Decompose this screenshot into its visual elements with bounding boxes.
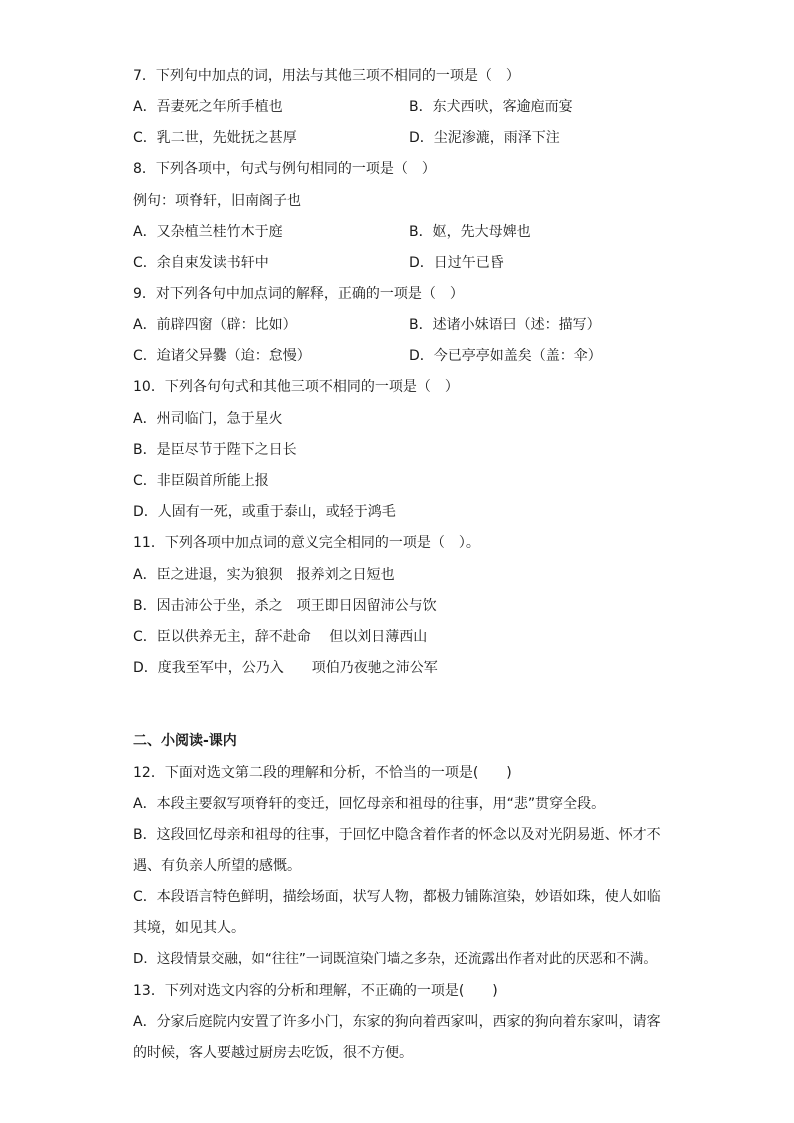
q9-option-b: B．述诸小妹语曰（述：描写）: [409, 317, 601, 333]
q12-option-a: A．本段主要叙写项脊轩的变迁，回忆母亲和祖母的往事，用“悲”贯穿全段。: [133, 796, 606, 812]
q13-option-a-line1: A．分家后庭院内安置了许多小门，东家的狗向着西家叫，西家的狗向着东家叫，请客: [133, 1014, 661, 1030]
q12-option-c-line2: 其境，如见其人。: [133, 920, 245, 936]
q12-option-c-line1: C．本段语言特色鲜明，描绘场面，状写人物，都极力铺陈渲染，妙语如珠，使人如临: [133, 889, 661, 905]
q12-option-d: D．这段情景交融，如“往往”一词既渲染门墙之多杂，还流露出作者对此的厌恶和不满。: [133, 951, 657, 967]
q9-option-c: C．迨诸父异爨（迨：怠慢）: [133, 348, 311, 364]
q11-option-b: B．因击沛公于坐，杀之 项王即日因留沛公与饮: [133, 598, 437, 614]
q10-option-a: A．州司临门，急于星火: [133, 411, 283, 427]
q9-option-a: A．前辟四窗（辟：比如）: [133, 317, 297, 333]
q9-option-d: D．今已亭亭如盖矣（盖：伞）: [409, 348, 602, 364]
q10-option-d: D．人固有一死，或重于泰山，或轻于鸿毛: [133, 504, 396, 520]
q9-stem: 9．对下列各句中加点词的解释，正确的一项是（ ）: [133, 286, 464, 302]
q8-option-c: C．余自束发读书轩中: [133, 255, 269, 271]
q7-option-a: A．吾妻死之年所手植也: [133, 99, 283, 115]
section-heading: 二、小阅读-课内: [133, 733, 237, 749]
q8-options-row2: [133, 252, 673, 274]
q8-option-a: A．又杂植兰桂竹木于庭: [133, 224, 283, 240]
q8-option-b: B．妪，先大母婢也: [409, 224, 531, 240]
q9-options-row2: [133, 345, 673, 367]
q10-option-c: C．非臣陨首所能上报: [133, 473, 269, 489]
q12-stem: 12．下面对选文第二段的理解和分析，不恰当的一项是( ): [133, 765, 512, 781]
q11-option-a: A．臣之进退，实为狼狈 报养刘之日短也: [133, 567, 395, 583]
q11-option-d: D．度我至军中，公乃入 项伯乃夜驰之沛公军: [133, 660, 438, 676]
q8-option-d: D．日过午已昏: [409, 255, 504, 271]
q7-stem: 7．下列句中加点的词，用法与其他三项不相同的一项是（ ）: [133, 68, 520, 84]
q8-stem: 8．下列各项中，句式与例句相同的一项是（ ）: [133, 161, 436, 177]
q7-options-row2: [133, 127, 673, 149]
q11-option-c: C．臣以供养无主，辞不赴命 但以刘日薄西山: [133, 629, 428, 645]
q11-stem: 11．下列各项中加点词的意义完全相同的一项是（ ）。: [133, 535, 480, 551]
q10-stem: 10．下列各句句式和其他三项不相同的一项是（ ）: [133, 379, 459, 395]
q7-options-row1: [133, 96, 673, 118]
q12-option-b-line2: 遇、有负亲人所望的感慨。: [133, 858, 301, 874]
q13-option-a-line2: 的时候，客人要越过厨房去吃饭，很不方便。: [133, 1045, 413, 1061]
q13-stem: 13．下列对选文内容的分析和理解，不正确的一项是( ): [133, 983, 498, 999]
q8-example: 例句：项脊轩，旧南阁子也: [133, 193, 301, 209]
q8-options-row1: [133, 221, 673, 243]
q7-option-b: B．东犬西吠，客逾庖而宴: [409, 99, 573, 115]
q9-options-row1: [133, 314, 673, 336]
q12-option-b-line1: B．这段回忆母亲和祖母的往事，于回忆中隐含着作者的怀念以及对光阴易逝、怀才不: [133, 827, 661, 843]
q7-option-c: C．乳二世，先妣抚之甚厚: [133, 130, 297, 146]
q7-option-d: D．尘泥渗漉，雨泽下注: [409, 130, 560, 146]
q10-option-b: B．是臣尽节于陛下之日长: [133, 442, 297, 458]
